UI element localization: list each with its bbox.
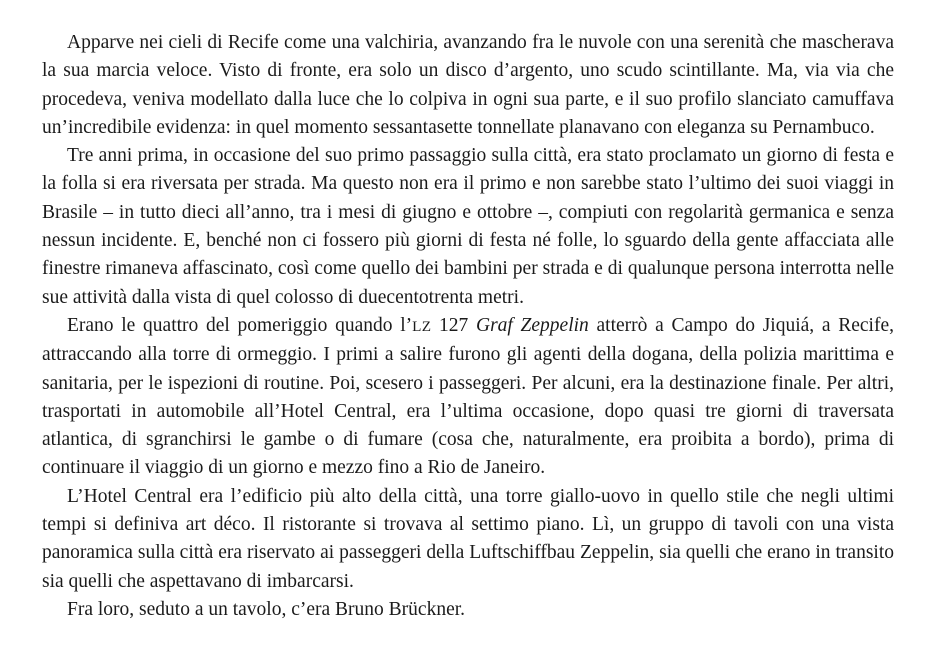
airship-name-italic: Graf Zeppelin [476, 314, 589, 336]
paragraph-3-run-3: 127 [431, 314, 477, 336]
airship-designation-smallcaps: LZ [412, 317, 432, 335]
paragraph-3-run-1: Erano le quattro del pomeriggio quando l’ [67, 314, 413, 336]
paragraph-2: Tre anni prima, in occasione del suo primo passaggio sulla città, era stato proclamato un giorno di festa e la folla si era riversata per strada. Ma questo non era il primo e non sarebbe stato l’ultimo dei suoi viaggi in Brasile – in tutto dieci all’anno, tra i mesi di giugno e ottobre –, compiuti con regolarità germanica e senza nessun incidente. E, benché non ci fossero più giorni di festa né folle, lo sguardo della gente affacciata alle finestre rimaneva affascinato, così come quello dei bambini per strada e di qualunque persona interrotta nelle sue attività dalla vista di quel colosso di duecentotrenta metri. [42, 145, 894, 308]
paragraph-5: Fra loro, seduto a un tavolo, c’era Bruno Brückner. [67, 598, 466, 620]
paragraph-3-run-5: atterrò a Campo do Jiquiá, a Recife, attraccando alla torre di ormeggio. I primi a salire furono gli agenti della dogana, della polizia marittima e sanitaria, per le ispezioni di routine. Poi, scesero i passeggeri. Per alcuni, era la destinazione finale. Per altri, trasportati in automobile all’Hotel Central, era l’ultima occasione, dopo quasi tre giorni di traversata atlantica, di sgranchirsi le gambe o di fumare (cosa che, naturalmente, era proibita a bordo), prima di continuare il viaggio di un giorno e mezzo fino a Rio de Janeiro. [42, 314, 894, 479]
paragraph-1: Apparve nei cieli di Recife come una valchiria, avanzando fra le nuvole con una serenità che mascherava la sua marcia veloce. Visto di fronte, era solo un disco d’argento, uno scudo scintillante. Ma, via via che procedeva, veniva modellato dalla luce che lo colpiva in ogni sua parte, e il suo profilo slanciato camuffava un’incredibile evidenza: in quel momento sessantasette tonnellate planavano con eleganza su Pernambuco. [42, 32, 894, 138]
paragraph-4: L’Hotel Central era l’edificio più alto della città, una torre giallo-uovo in quello stile che negli ultimi tempi si definiva art déco. Il ristorante si trovava al settimo piano. Lì, un gruppo di tavoli con una vista panoramica sulla città era riservato ai passeggeri della Luftschiffbau Zeppelin, sia quelli che erano in transito sia quelli che aspettavano di imbarcarsi. [42, 485, 894, 592]
paragraph-3 [42, 312, 894, 483]
